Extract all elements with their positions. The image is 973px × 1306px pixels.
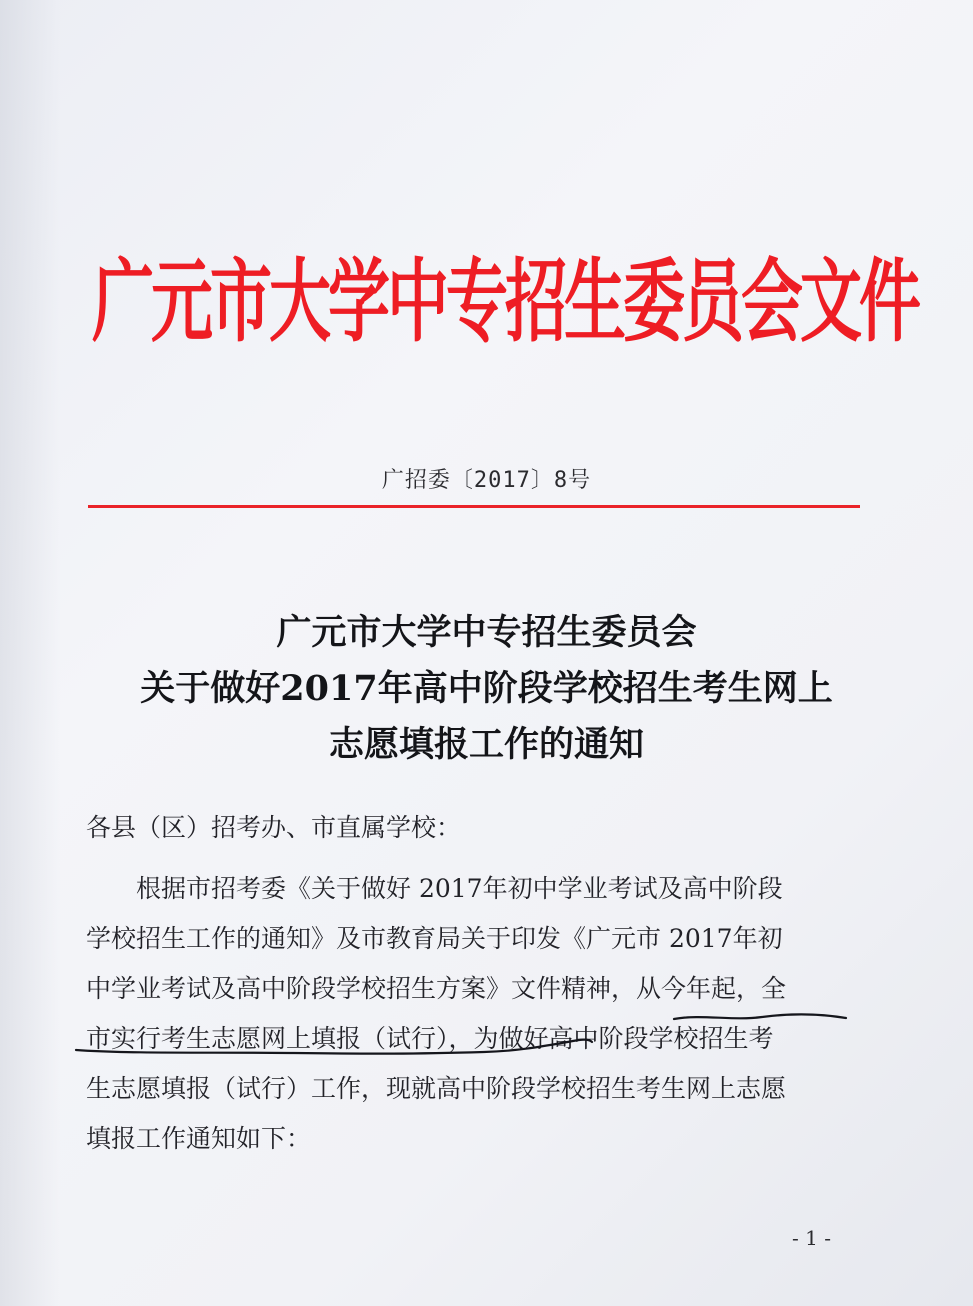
notice-title: [0, 605, 973, 773]
body-line-2: 学校招生工作的通知》及市教育局关于印发《广元市 2017年初: [86, 924, 783, 953]
handwritten-underline-1: [672, 1010, 848, 1024]
body-line-1: 根据市招考委《关于做好 2017年初中学业考试及高中阶段: [136, 874, 783, 903]
document-number: 广招委〔2017〕8号: [381, 468, 592, 493]
letterhead-title: 广元市大学中专招生委员会文件: [92, 248, 919, 355]
title-line-3: 志愿填报工作的通知: [328, 724, 644, 765]
title-line-2: 关于做好2017年高中阶段学校招生考生网上: [140, 668, 833, 709]
body-line-6: 填报工作通知如下：: [86, 1124, 312, 1153]
body-line-4: 市实行考生志愿网上填报（试行），为做好高中阶段学校招生考: [86, 1024, 774, 1053]
body-line-5: 生志愿填报（试行）工作，现就高中阶段学校招生考生网上志愿: [86, 1074, 787, 1103]
body-line-3: 中学业考试及高中阶段学校招生方案》文件精神，从今年起，全: [86, 974, 787, 1003]
red-separator-line: [88, 505, 860, 508]
handwritten-underline-2: [74, 1034, 594, 1058]
page-number: - 1 -: [792, 1226, 831, 1250]
title-line-1: 广元市大学中专招生委员会: [276, 612, 697, 653]
salutation: 各县（区）招考办、市直属学校：: [86, 813, 462, 842]
